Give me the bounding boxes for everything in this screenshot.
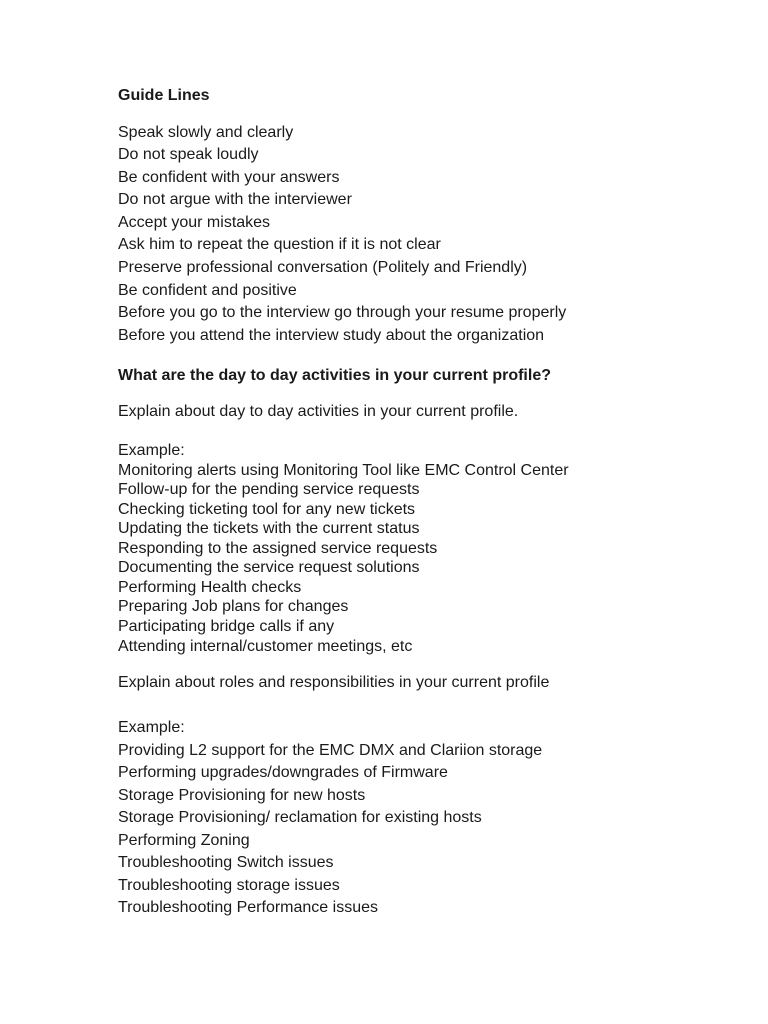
role-item: Providing L2 support for the EMC DMX and Clariion storage xyxy=(118,742,543,759)
activity-item: Performing Health checks xyxy=(118,579,302,596)
activity-item: Participating bridge calls if any xyxy=(118,618,335,635)
roles-intro: Explain about roles and responsibilities in your current profile xyxy=(118,674,550,691)
guideline-item: Before you attend the interview study about the organization xyxy=(118,327,545,344)
activity-item: Responding to the assigned service requests xyxy=(118,540,438,557)
role-item: Troubleshooting Performance issues xyxy=(118,899,378,916)
guideline-item: Be confident with your answers xyxy=(118,169,340,186)
guidelines-title: Guide Lines xyxy=(118,87,210,104)
role-item: Performing Zoning xyxy=(118,832,250,849)
guideline-item: Do not speak loudly xyxy=(118,146,259,163)
question-intro: Explain about day to day activities in your current profile. xyxy=(118,403,519,420)
guideline-item: Speak slowly and clearly xyxy=(118,124,294,141)
question-title: What are the day to day activities in your current profile? xyxy=(118,367,551,384)
activity-item: Documenting the service request solutions xyxy=(118,559,420,576)
guideline-item: Preserve professional conversation (Politely and Friendly) xyxy=(118,259,528,276)
role-item: Storage Provisioning for new hosts xyxy=(118,787,366,804)
question-example-label: Example: xyxy=(118,442,185,459)
roles-example-label: Example: xyxy=(118,719,185,736)
activity-item: Updating the tickets with the current status xyxy=(118,520,420,537)
guideline-item: Do not argue with the interviewer xyxy=(118,191,352,208)
guideline-item: Ask him to repeat the question if it is not clear xyxy=(118,236,441,253)
guideline-item: Accept your mistakes xyxy=(118,214,271,231)
activity-item: Monitoring alerts using Monitoring Tool like EMC Control Center xyxy=(118,462,569,479)
role-item: Troubleshooting storage issues xyxy=(118,877,340,894)
activity-item: Checking ticketing tool for any new tickets xyxy=(118,501,416,518)
role-item: Storage Provisioning/ reclamation for existing hosts xyxy=(118,809,482,826)
guideline-item: Be confident and positive xyxy=(118,282,297,299)
role-item: Troubleshooting Switch issues xyxy=(118,854,334,871)
activity-item: Follow-up for the pending service requests xyxy=(118,481,420,498)
activity-item: Preparing Job plans for changes xyxy=(118,598,349,615)
role-item: Performing upgrades/downgrades of Firmware xyxy=(118,764,448,781)
activity-item: Attending internal/customer meetings, etc xyxy=(118,638,413,655)
guideline-item: Before you go to the interview go through your resume properly xyxy=(118,304,567,321)
